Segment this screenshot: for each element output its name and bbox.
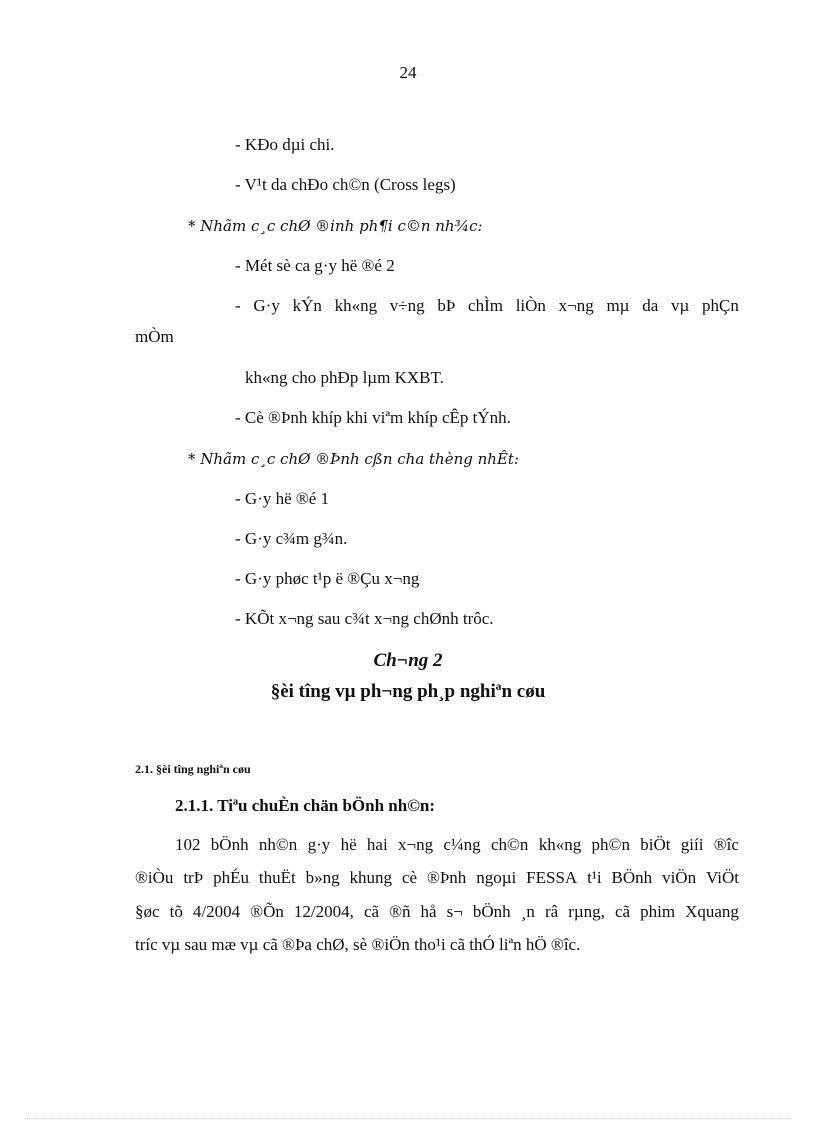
list-item: - V¹t da chÐo ch©n (Cross legs) <box>235 175 456 194</box>
word: ¸n <box>520 902 535 921</box>
page-number: 24 <box>399 63 417 82</box>
list-item: - KÕt x¬ng sau c¾t x¬ng chØnh trôc. <box>235 609 494 628</box>
word: viÖn <box>662 868 697 887</box>
word: ®ñ <box>389 902 411 921</box>
word: ®îc <box>713 835 739 854</box>
word: phÉu <box>213 868 249 887</box>
word: hai <box>366 835 388 854</box>
paragraph-line <box>135 867 739 889</box>
word: kh«ng <box>538 835 582 854</box>
word: hå <box>420 902 437 921</box>
word: bÖnh <box>210 835 249 854</box>
chapter-title: §èi tîng vµ ph¬ng ph¸p nghiªn cøu <box>270 681 546 702</box>
subsection-heading: 2.1.1. Tiªu chuÈn chän bÖnh nh©n: <box>175 796 436 815</box>
word: mµ <box>606 296 630 315</box>
list-item: - Mét sè ca g·y hë ®é 2 <box>235 256 395 275</box>
word: 4/2004 <box>192 902 241 921</box>
word: ch©n <box>490 835 529 854</box>
word: khung <box>349 868 393 887</box>
word: 12/2004, <box>293 902 354 921</box>
word: nh©n <box>258 835 298 854</box>
word: x¬ng <box>558 296 594 315</box>
word: thuËt <box>258 868 296 887</box>
word: biÖt <box>640 835 671 854</box>
word: phim <box>640 902 676 921</box>
word: x¬ng <box>397 835 434 854</box>
word: c¼ng <box>443 835 481 854</box>
word: hë <box>340 835 357 854</box>
word: Xquang <box>685 902 739 921</box>
list-item: - G·y phøc t¹p ë ®Çu x¬ng <box>235 569 420 588</box>
word: ViÖt <box>705 868 739 887</box>
word: ph©n <box>591 835 630 854</box>
list-item-continuation: kh«ng cho phÐp lµm KXBT. <box>245 368 444 387</box>
list-item-continuation: mÒm <box>135 327 174 346</box>
chapter-label: Ch¬ng 2 <box>373 650 443 671</box>
subheading-controversial: * Nhãm c¸c chØ ®Þnh cßn cha thèng nhÊt: <box>188 450 519 468</box>
word: FESSA <box>526 868 578 887</box>
word: b»ng <box>305 868 340 887</box>
list-item: - G·y hë ®é 1 <box>235 489 330 508</box>
paragraph-line-last: tríc vµ sau mæ vµ cã ®Þa chØ, sè ®iÖn tho¹i cã thÓ liªn hÖ ®îc. <box>135 935 581 954</box>
word: ®Þnh <box>426 868 467 887</box>
word: rµng, <box>568 902 605 921</box>
word: cè <box>401 868 418 887</box>
page-edge-divider <box>24 1118 792 1119</box>
word: da <box>642 296 659 315</box>
word: chÌm <box>468 296 503 315</box>
word: cã <box>363 902 380 921</box>
paragraph-line <box>175 834 739 856</box>
word: kh«ng <box>334 296 378 315</box>
list-item-justified <box>235 295 739 317</box>
word: ngoµi <box>476 868 517 887</box>
word: râ <box>544 902 559 921</box>
section-heading: 2.1. §èi tîng nghiªn cøu <box>135 762 251 776</box>
word: trÞ <box>183 868 204 887</box>
word: g·y <box>307 835 331 854</box>
word: bÖnh <box>472 902 511 921</box>
word: G·y <box>253 296 280 315</box>
subheading-consider: * Nhãm c¸c chØ ®inh ph¶i c©n nh¾c: <box>188 217 483 235</box>
word: liÒn <box>515 296 546 315</box>
word: tõ <box>169 902 183 921</box>
word: cã <box>614 902 631 921</box>
list-item: - Cè ®Þnh khíp khi viªm khíp cÊp tÝnh. <box>235 408 511 427</box>
word: §øc <box>135 902 160 921</box>
list-item: - KÐo dµi chi. <box>235 135 335 154</box>
word: s¬ <box>446 902 463 921</box>
word: bÞ <box>437 296 456 315</box>
word: kÝn <box>292 296 322 315</box>
word: - <box>235 296 241 315</box>
word: phÇn <box>701 296 739 315</box>
word: ®Õn <box>250 902 284 921</box>
word: giíi <box>680 835 704 854</box>
word: t¹i <box>587 868 602 887</box>
word: ®iÒu <box>135 868 174 887</box>
word: 102 <box>175 835 201 854</box>
word: v÷ng <box>389 296 425 315</box>
word: BÖnh <box>611 868 653 887</box>
paragraph-line <box>135 901 739 923</box>
word: vµ <box>670 296 690 315</box>
list-item: - G·y c¾m g¾n. <box>235 529 348 548</box>
